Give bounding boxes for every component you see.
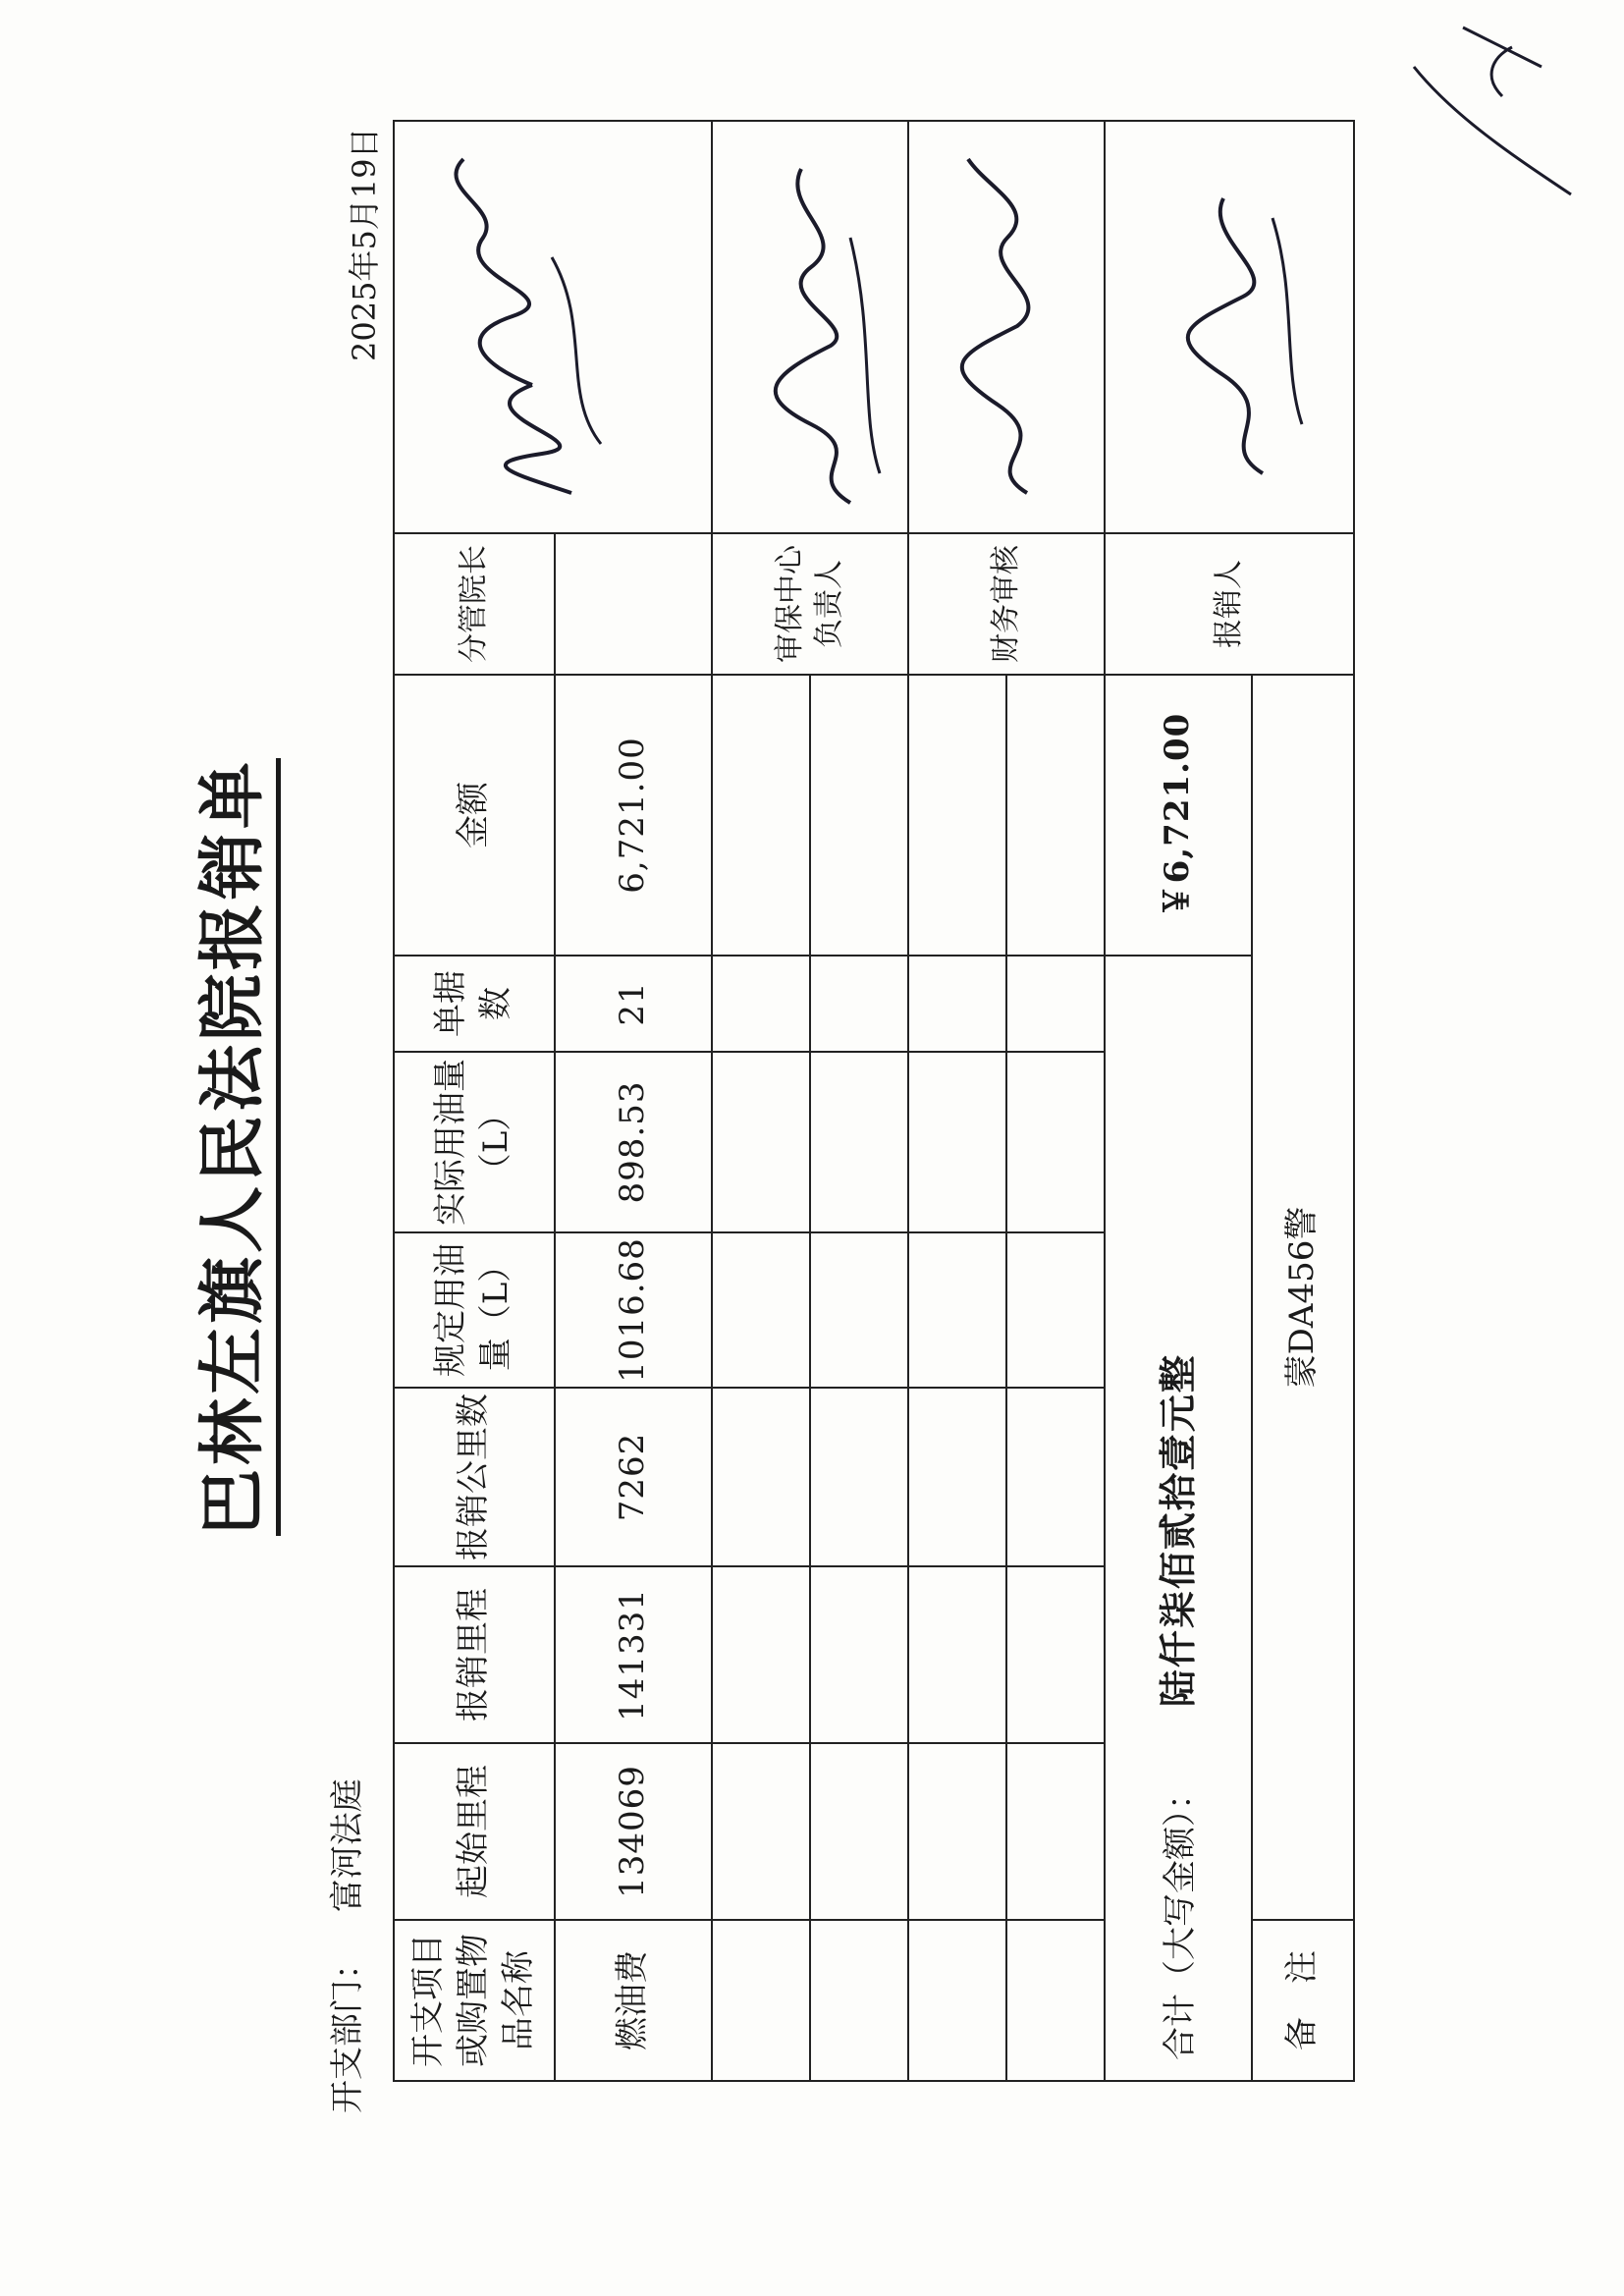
cell-receipts: 21 bbox=[555, 956, 712, 1052]
empty-cell bbox=[1006, 1052, 1105, 1232]
reimbursement-table bbox=[393, 120, 1355, 2082]
empty-cell bbox=[712, 1232, 810, 1388]
cell-std-fuel: 1016.68 bbox=[555, 1232, 712, 1388]
header-actual-fuel: 实际用油量（L） bbox=[394, 1052, 555, 1232]
cell-end-mileage: 141331 bbox=[555, 1566, 712, 1743]
header-start-mileage: 起始里程 bbox=[394, 1743, 555, 1920]
remark-value: 蒙DA456警 bbox=[1252, 675, 1354, 1920]
empty-cell bbox=[908, 1743, 1006, 1920]
department-label: 开支部门： bbox=[328, 1946, 367, 2113]
empty-cell bbox=[908, 1920, 1006, 2081]
header-receipts: 单据数 bbox=[394, 956, 555, 1052]
empty-cell bbox=[712, 1052, 810, 1232]
empty-cell bbox=[810, 1052, 908, 1232]
header-item: 开支项目或购置物品名称 bbox=[394, 1920, 555, 2081]
cell-start-mileage: 134069 bbox=[555, 1743, 712, 1920]
empty-cell bbox=[1006, 1388, 1105, 1566]
empty-cell bbox=[1006, 1743, 1105, 1920]
empty-cell bbox=[810, 1388, 908, 1566]
empty-cell bbox=[1006, 1232, 1105, 1388]
approval-role-2: 审保中心负责人 bbox=[712, 533, 908, 675]
department-value: 富河法庭 bbox=[328, 1778, 367, 1913]
cell-item: 燃油费 bbox=[555, 1920, 712, 2081]
empty-cell bbox=[712, 1388, 810, 1566]
cell-km: 7262 bbox=[555, 1388, 712, 1566]
empty-cell bbox=[908, 675, 1006, 956]
total-words: 陆仟柒佰贰拾壹元整 bbox=[1156, 1353, 1201, 1708]
empty-cell bbox=[810, 1920, 908, 2081]
approval-role-1-cont bbox=[555, 533, 712, 675]
department bbox=[320, 1778, 368, 2113]
signature-1 bbox=[394, 121, 712, 533]
empty-cell bbox=[712, 956, 810, 1052]
signature-4-ink bbox=[1106, 130, 1390, 532]
empty-cell bbox=[908, 1388, 1006, 1566]
empty-cell bbox=[712, 1920, 810, 2081]
margin-handwriting bbox=[1394, 18, 1600, 214]
empty-cell bbox=[908, 1052, 1006, 1232]
total-numeric: ￥6,721.00 bbox=[1105, 675, 1252, 956]
empty-cell bbox=[1006, 1920, 1105, 2081]
empty-cell bbox=[712, 675, 810, 956]
approval-role-3: 财务审核 bbox=[908, 533, 1105, 675]
form-title: 巴林左旗人民法院报销单 bbox=[180, 165, 275, 2129]
signature-3 bbox=[908, 121, 1105, 533]
empty-cell bbox=[908, 1566, 1006, 1743]
empty-cell bbox=[810, 675, 908, 956]
empty-cell bbox=[712, 1566, 810, 1743]
empty-cell bbox=[712, 1743, 810, 1920]
total-row bbox=[1105, 956, 1252, 2081]
signature-2 bbox=[712, 121, 908, 533]
empty-cell bbox=[1006, 675, 1105, 956]
empty-cell bbox=[1006, 956, 1105, 1052]
empty-cell bbox=[810, 1743, 908, 1920]
header-km: 报销公里数 bbox=[394, 1388, 555, 1566]
signature-3-ink bbox=[909, 130, 1106, 532]
empty-cell bbox=[1006, 1566, 1105, 1743]
header-amount: 金额 bbox=[394, 675, 555, 956]
signature-4 bbox=[1105, 121, 1354, 533]
total-label: 合计（大写金额）： bbox=[1161, 1777, 1201, 2060]
empty-cell bbox=[908, 1232, 1006, 1388]
header-end-mileage: 报销里程 bbox=[394, 1566, 555, 1743]
approval-role-1: 分管院长 bbox=[394, 533, 555, 675]
cell-amount: 6,721.00 bbox=[555, 675, 712, 956]
empty-cell bbox=[810, 956, 908, 1052]
header-std-fuel: 规定用油量（L） bbox=[394, 1232, 555, 1388]
cell-actual-fuel: 898.53 bbox=[555, 1052, 712, 1232]
signature-2-ink bbox=[713, 130, 909, 532]
remark-label: 备 注 bbox=[1252, 1920, 1354, 2081]
empty-cell bbox=[810, 1566, 908, 1743]
approval-role-4: 报销人 bbox=[1105, 533, 1354, 675]
form-date: 2025年5月19日 bbox=[346, 127, 383, 361]
signature-1-ink bbox=[395, 130, 640, 532]
empty-cell bbox=[810, 1232, 908, 1388]
empty-cell bbox=[908, 956, 1006, 1052]
